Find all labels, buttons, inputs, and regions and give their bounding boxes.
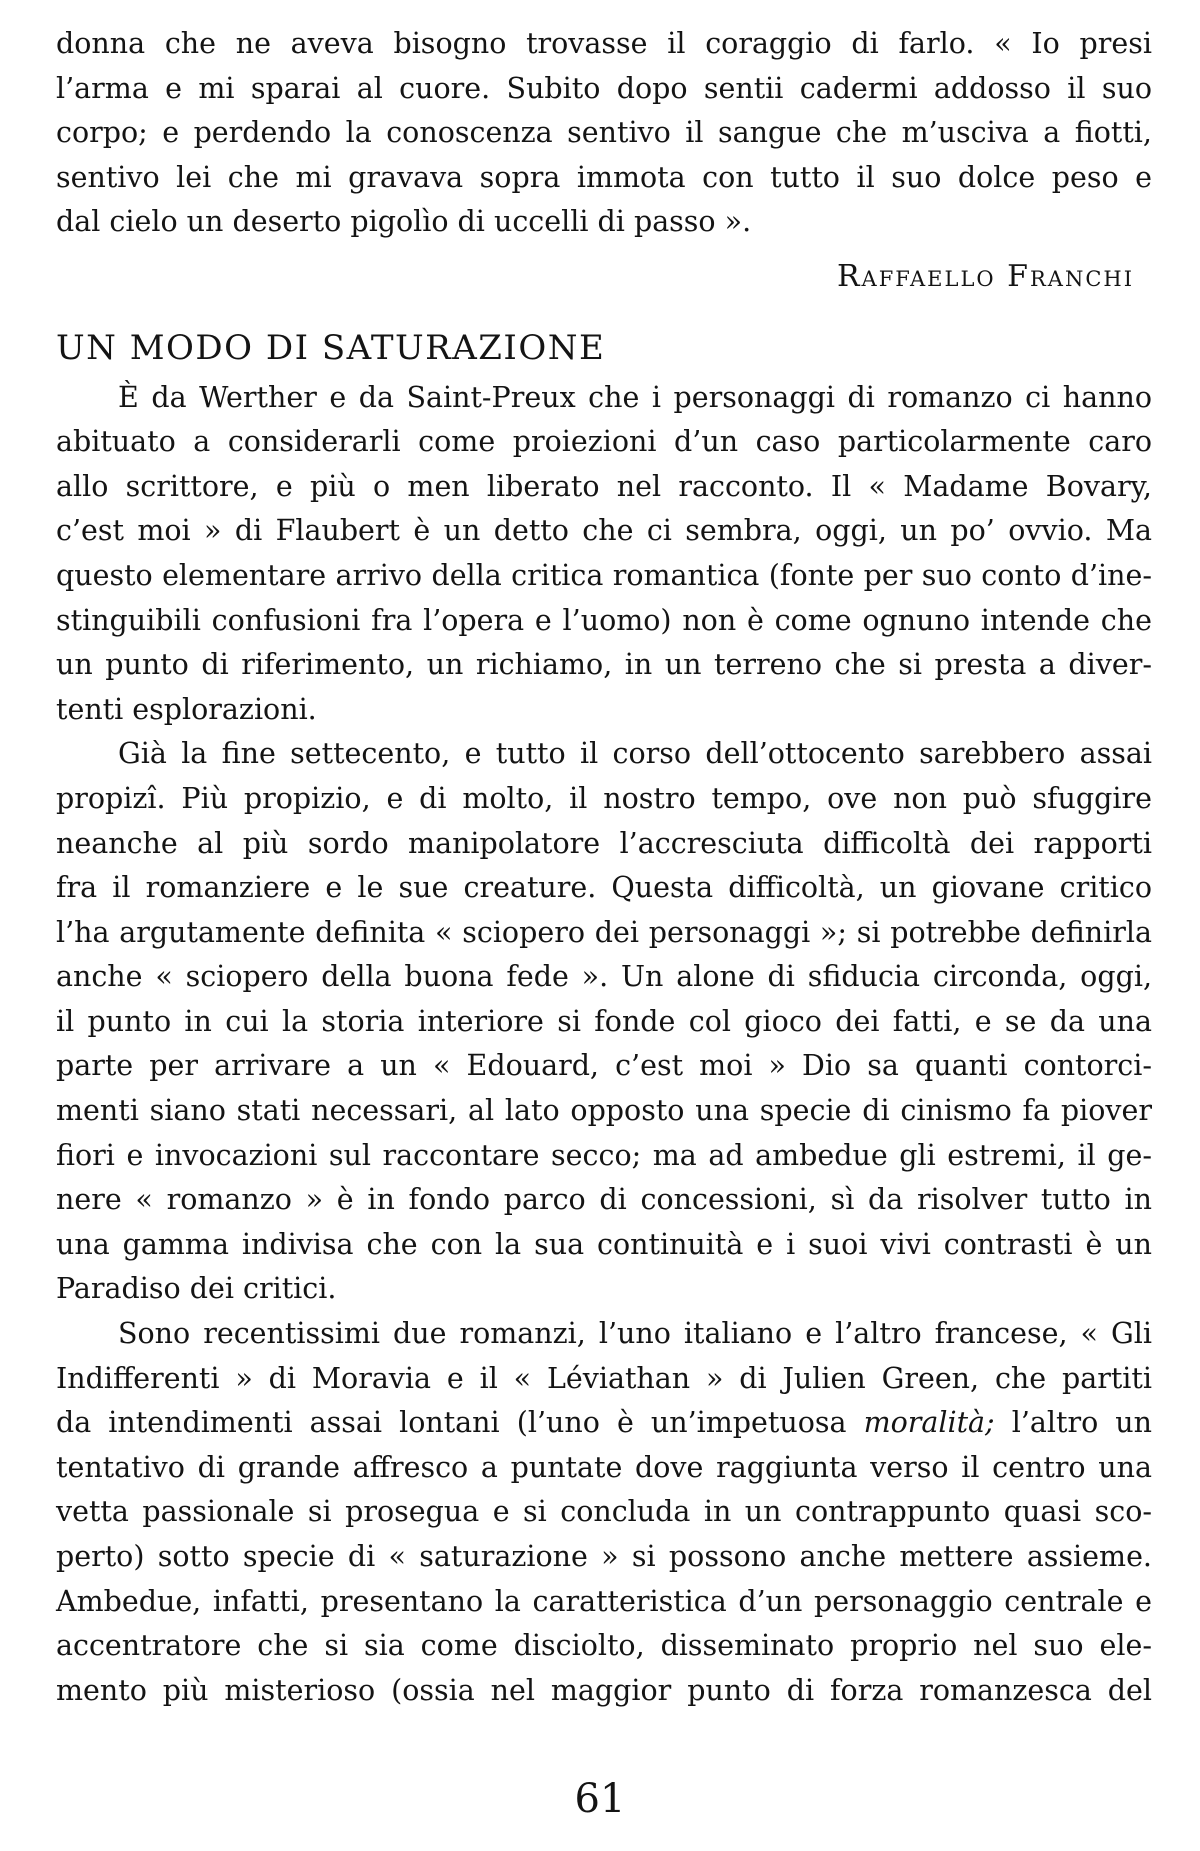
text-segment: da intendimenti assai lontani (l’uno è un’impetuosa (56, 1406, 847, 1440)
text-line: donna che ne aveva bisogno trovasse il coraggio di farlo. « Io presi (56, 27, 1152, 60)
text-line: neanche al più sordo manipolatore l’accresciuta difficoltà dei rapporti (56, 826, 1152, 860)
book-page (56, 22, 1152, 1713)
text-line: fra il romanziere e le sue creature. Questa difficoltà, un giovane critico (56, 871, 1152, 905)
text-line: menti siano stati necessari, al lato opposto una specie di cinismo fa piover (56, 1094, 1152, 1128)
text-line: sentivo lei che mi gravava sopra immota con tutto il suo dolce peso e (56, 160, 1152, 194)
text-line: È da Werther e da Saint-Preux che i personaggi di romanzo ci hanno (118, 380, 1152, 414)
section-title: UN MODO DI SATURAZIONE (56, 327, 606, 368)
text-line: Paradiso dei critici. (56, 1272, 337, 1306)
text-line: accentratore che si sia come disciolto, disseminato proprio nel suo ele- (56, 1629, 1152, 1663)
text-line: questo elementare arrivo della critica romantica (fonte per suo conto d’ine- (56, 558, 1152, 592)
text-line: il punto in cui la storia interiore si fonde col gioco dei fatti, e se da una (56, 1004, 1152, 1038)
author-signature: Raffaello Franchi (836, 258, 1134, 294)
text-line: nere « romanzo » è in fondo parco di concessioni, sì da risolver tutto in (56, 1183, 1152, 1217)
text-line: Ambedue, infatti, presentano la caratteristica d’un personaggio centrale e (56, 1584, 1152, 1618)
text-line: l’arma e mi sparai al cuore. Subito dopo sentii cadermi addosso il suo (56, 71, 1152, 105)
text-line: propizî. Più propizio, e di molto, il nostro tempo, ove non può sfuggire (56, 781, 1152, 815)
text-line: tenti esplorazioni. (56, 692, 317, 726)
text-line: Già la fine settecento, e tutto il corso dell’ottocento sarebbero assai (118, 737, 1152, 771)
text-line: un punto di riferimento, un richiamo, in un terreno che si presta a diver- (56, 648, 1152, 682)
paragraph-2 (56, 732, 1152, 1312)
text-line: abituato a considerarli come proiezioni d’un caso particolarmente caro (56, 425, 1152, 459)
text-line: dal cielo un deserto pigolìo di uccelli di passo ». (56, 205, 752, 239)
text-line: una gamma indivisa che con la sua continuità e i suoi vivi contrasti è un (56, 1227, 1152, 1261)
text-line (56, 1401, 1152, 1446)
text-line: tentativo di grande affresco a puntate dove raggiunta verso il centro una (56, 1450, 1152, 1484)
text-line: parte per arrivare a un « Edouard, c’est moi » Dio sa quanti contorci- (56, 1049, 1152, 1083)
paragraph-1 (56, 376, 1152, 733)
text-line: Indifferenti » di Moravia e il « Léviathan » di Julien Green, che partiti (56, 1361, 1152, 1395)
text-line: c’est moi » di Flaubert è un detto che ci sembra, oggi, un po’ ovvio. Ma (56, 514, 1152, 548)
text-line: perto) sotto specie di « saturazione » si possono anche mettere assieme. (56, 1540, 1152, 1573)
opening-paragraph (56, 22, 1152, 245)
paragraph-3 (56, 1312, 1152, 1713)
text-line: l’ha argutamente definita « sciopero dei personaggi »; si potrebbe definirla (56, 915, 1152, 949)
text-line: stinguibili confusioni fra l’opera e l’uomo) non è come ognuno intende che (56, 603, 1152, 637)
page-number: 61 (574, 1776, 626, 1822)
text-line: corpo; e perdendo la conoscenza sentivo il sangue che m’usciva a fiotti, (56, 116, 1152, 150)
text-line: anche « sciopero della buona fede ». Un alone di sfiducia circonda, oggi, (56, 960, 1152, 994)
italic-word: moralità; (863, 1406, 995, 1440)
text-line: fiori e invocazioni sul raccontare secco; ma ad ambedue gli estremi, il ge- (56, 1138, 1152, 1172)
text-line: mento più misterioso (ossia nel maggior punto di forza romanzesca del (56, 1673, 1152, 1707)
text-line: allo scrittore, e più o men liberato nel racconto. Il « Madame Bovary, (56, 469, 1152, 503)
text-line: vetta passionale si prosegua e si concluda in un contrappunto quasi sco- (56, 1495, 1152, 1529)
text-segment: l’altro un (1011, 1406, 1153, 1440)
text-line: Sono recentissimi due romanzi, l’uno italiano e l’altro francese, « Gli (118, 1317, 1152, 1351)
